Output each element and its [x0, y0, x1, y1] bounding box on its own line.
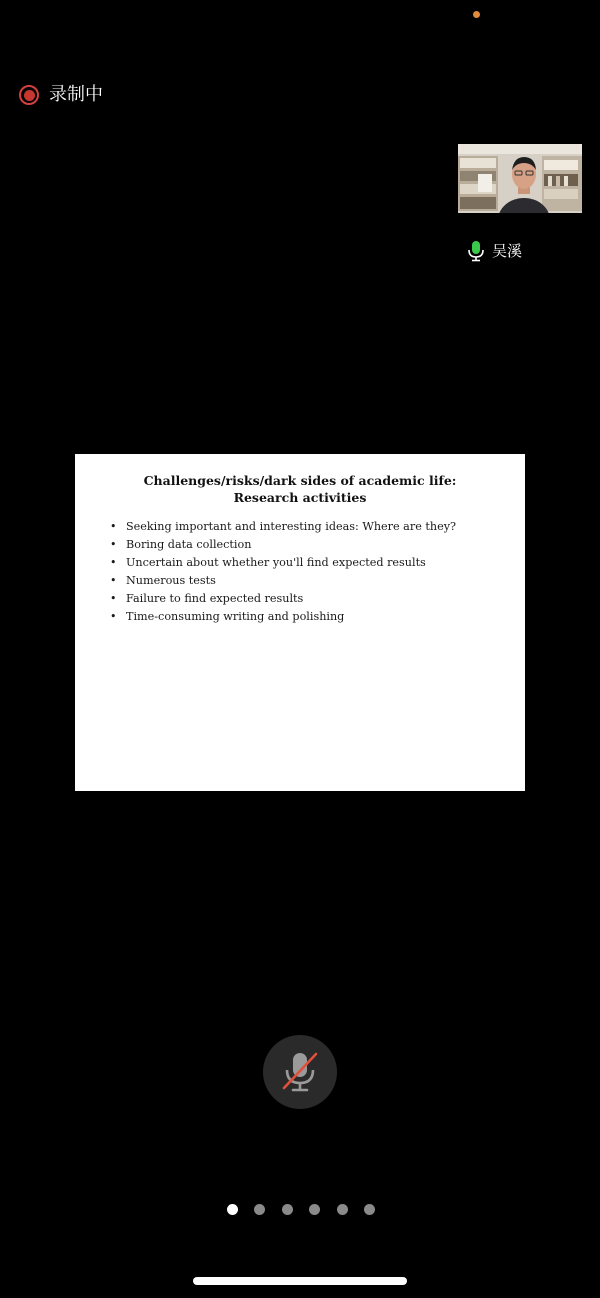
slide-bullet — [108, 554, 508, 572]
slide-bullet — [108, 572, 508, 590]
participant-video-thumbnail[interactable] — [458, 144, 582, 213]
page-dot-6[interactable] — [364, 1204, 375, 1215]
bullet-text: Time-consuming writing and polishing — [126, 610, 345, 623]
microphone-active-icon — [466, 240, 486, 262]
bullet-marker: • — [110, 520, 117, 533]
slide-bullet — [108, 608, 508, 626]
slide-title-line-2: Research activities — [233, 490, 367, 505]
bullet-text: Boring data collection — [126, 538, 252, 551]
slide-title — [75, 472, 525, 506]
bullet-text: Numerous tests — [126, 574, 216, 587]
bullet-marker: • — [110, 556, 117, 569]
recording-label: 录制中 — [49, 84, 103, 105]
slide-bullet — [108, 518, 508, 536]
active-speaker-label — [466, 239, 522, 263]
privacy-indicator-dot — [473, 11, 480, 18]
bullet-text: Seeking important and interesting ideas: Where are they? — [126, 520, 457, 533]
bullet-text: Uncertain about whether you'll find expected results — [126, 556, 426, 569]
home-indicator-bar[interactable] — [193, 1277, 407, 1285]
recording-indicator — [19, 83, 103, 107]
microphone-muted-icon — [280, 1050, 320, 1094]
page-dot-5[interactable] — [337, 1204, 348, 1215]
bullet-marker: • — [110, 538, 117, 551]
page-dot-3[interactable] — [282, 1204, 293, 1215]
page-indicator — [227, 1203, 375, 1215]
participant-name: 吴溪 — [492, 242, 523, 260]
slide-bullet — [108, 536, 508, 554]
bullet-marker: • — [110, 610, 117, 623]
mute-toggle-button[interactable] — [263, 1035, 337, 1109]
bullet-marker: • — [110, 592, 117, 605]
record-icon — [19, 85, 39, 105]
slide-bullet-list — [108, 518, 508, 626]
slide-bullet — [108, 590, 508, 608]
bullet-marker: • — [110, 574, 117, 587]
page-dot-2[interactable] — [254, 1204, 265, 1215]
shared-presentation-slide[interactable] — [75, 454, 525, 791]
bullet-text: Failure to find expected results — [126, 592, 304, 605]
page-dot-1[interactable] — [227, 1204, 238, 1215]
page-dot-4[interactable] — [309, 1204, 320, 1215]
slide-title-line-1: Challenges/risks/dark sides of academic life: — [143, 473, 457, 488]
video-frame — [458, 144, 582, 213]
